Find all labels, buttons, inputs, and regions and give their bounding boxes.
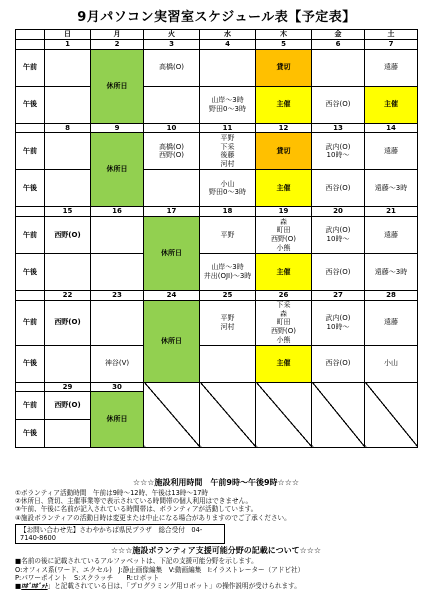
row-label-pm: 午後 bbox=[16, 170, 45, 207]
slot-cell: 遠藤 bbox=[365, 133, 418, 170]
slot-cell bbox=[45, 420, 91, 448]
weekday-tue: 火 bbox=[144, 30, 200, 40]
date-cell bbox=[16, 291, 45, 301]
week2-date-row bbox=[16, 123, 418, 133]
date-cell bbox=[16, 382, 45, 392]
date-cell bbox=[16, 207, 45, 217]
slot-cell: 平野 河村 bbox=[200, 300, 256, 345]
slot-cell: 武内(O) 10時～ bbox=[312, 300, 365, 345]
slot-cell bbox=[144, 86, 200, 123]
date-cell: 26 bbox=[256, 291, 312, 301]
week4-pm-row bbox=[16, 345, 418, 382]
notes-section bbox=[15, 478, 417, 590]
slot-cell: 平野 下采 後藤 河村 bbox=[200, 133, 256, 170]
slot-cell: 西野(O) bbox=[45, 217, 91, 254]
date-cell: 9 bbox=[91, 123, 144, 133]
slot-cell: 下采 森 町田 西野(O) 小熊 bbox=[256, 300, 312, 345]
row-label-pm: 午後 bbox=[16, 345, 45, 382]
date-cell: 28 bbox=[365, 291, 418, 301]
header-corner bbox=[16, 30, 45, 40]
slot-cell: 西野(O) bbox=[45, 300, 91, 345]
date-cell: 7 bbox=[365, 39, 418, 49]
slot-cell: 森 町田 西野(O) 小熊 bbox=[256, 217, 312, 254]
date-cell: 6 bbox=[312, 39, 365, 49]
week4-am-row bbox=[16, 300, 418, 345]
slot-cell bbox=[312, 49, 365, 86]
date-cell: 12 bbox=[256, 123, 312, 133]
date-cell: 19 bbox=[256, 207, 312, 217]
slot-cell: 遠藤 bbox=[365, 49, 418, 86]
week2-pm-row bbox=[16, 170, 418, 207]
slot-cell: 西谷(O) bbox=[312, 86, 365, 123]
usage-heading: ☆☆☆施設利用時間 午前9時～午後9時☆☆☆ bbox=[132, 478, 300, 487]
week4-date-row bbox=[16, 291, 418, 301]
date-cell: 21 bbox=[365, 207, 418, 217]
closed-day-cell: 休所日 bbox=[91, 133, 144, 207]
page-title: 9月パソコン実習室スケジュール表【予定表】 bbox=[77, 10, 356, 25]
hosted-event-cell: 主催 bbox=[256, 345, 312, 382]
date-cell: 1 bbox=[45, 39, 91, 49]
slot-cell bbox=[91, 300, 144, 345]
week3-pm-row bbox=[16, 254, 418, 291]
date-cell: 5 bbox=[256, 39, 312, 49]
hosted-event-cell: 主催 bbox=[256, 170, 312, 207]
date-cell: 11 bbox=[200, 123, 256, 133]
slot-cell: 山岸～3時 井出(OJI)～3時 bbox=[200, 254, 256, 291]
slot-cell: 武内(O) 10時～ bbox=[312, 217, 365, 254]
date-cell: 10 bbox=[144, 123, 200, 133]
slot-cell: 遠藤～3時 bbox=[365, 170, 418, 207]
row-label-pm: 午後 bbox=[16, 420, 45, 448]
slot-cell bbox=[45, 254, 91, 291]
date-cell: 15 bbox=[45, 207, 91, 217]
robot-note-suffix: 」と記載されている日は、「プログラミング用ロボット」の操作説明が受けられます。 bbox=[47, 582, 301, 591]
date-cell: 24 bbox=[144, 291, 200, 301]
week1-date-row bbox=[16, 39, 418, 49]
slot-cell bbox=[45, 345, 91, 382]
date-cell: 8 bbox=[45, 123, 91, 133]
weekday-mon: 月 bbox=[91, 30, 144, 40]
date-cell bbox=[16, 123, 45, 133]
date-cell: 13 bbox=[312, 123, 365, 133]
slot-cell bbox=[45, 170, 91, 207]
date-cell: 18 bbox=[200, 207, 256, 217]
week3-date-row bbox=[16, 207, 418, 217]
contact-box: 【お問い合わせ先】さわやかちば県民プラザ 総合受付 04-7140-8600 bbox=[15, 524, 225, 544]
date-cell: 20 bbox=[312, 207, 365, 217]
slot-cell bbox=[45, 86, 91, 123]
robot-term: ﾛﾎﾞﾛﾎﾞｯﾄ bbox=[21, 582, 48, 591]
usage-note-3: ③午前、午後に名前が記入されている時間帯は、ボランティアが活動しています。 bbox=[15, 505, 258, 514]
row-label-am: 午前 bbox=[16, 133, 45, 170]
usage-note-2: ②休所日、貸切、主催事業等で表示されている時間帯の個人利用はできません。 bbox=[15, 497, 253, 506]
closed-day-cell: 休所日 bbox=[91, 49, 144, 123]
slot-cell: 遠藤 bbox=[365, 300, 418, 345]
slot-cell bbox=[200, 49, 256, 86]
slot-cell bbox=[45, 133, 91, 170]
date-cell: 30 bbox=[91, 382, 144, 392]
slot-cell: 神谷(V) bbox=[91, 345, 144, 382]
usage-note-1: ①ボランティア活動時間 午前は9時～12時、午後は13時～17時 bbox=[15, 489, 208, 497]
reserved-cell: 貸切 bbox=[256, 133, 312, 170]
robot-note bbox=[15, 582, 417, 590]
week2-am-row bbox=[16, 133, 418, 170]
usage-note-4: ④施設ボランティアの活動日時は変更または中止になる場合がありますのでご了承ください。 bbox=[15, 513, 291, 522]
slot-cell: 遠藤 bbox=[365, 217, 418, 254]
hosted-event-cell: 主催 bbox=[256, 254, 312, 291]
closed-day-cell: 休所日 bbox=[144, 217, 200, 291]
slot-cell: 高橋(O) bbox=[144, 49, 200, 86]
date-cell: 17 bbox=[144, 207, 200, 217]
weekday-fri: 金 bbox=[312, 30, 365, 40]
weekday-header-row bbox=[16, 30, 418, 40]
reserved-cell: 貸切 bbox=[256, 49, 312, 86]
row-label-am: 午前 bbox=[16, 217, 45, 254]
slot-cell bbox=[91, 217, 144, 254]
row-label-am: 午前 bbox=[16, 392, 45, 420]
date-cell: 25 bbox=[200, 291, 256, 301]
blank-cell-crossed bbox=[256, 382, 312, 448]
row-label-pm: 午後 bbox=[16, 86, 45, 123]
date-cell: 3 bbox=[144, 39, 200, 49]
date-cell: 22 bbox=[45, 291, 91, 301]
support-note-3: P:パワーポイント S:スクラッチ R:ロボット bbox=[15, 573, 160, 582]
weekday-wed: 水 bbox=[200, 30, 256, 40]
date-cell: 23 bbox=[91, 291, 144, 301]
row-label-pm: 午後 bbox=[16, 254, 45, 291]
closed-day-cell: 休所日 bbox=[91, 392, 144, 448]
support-note-1: ■名前の後に記載されているアルファベットは、下記の支援可能分野を示します。 bbox=[15, 557, 258, 566]
robot-note-prefix: ■ bbox=[15, 582, 22, 591]
slot-cell bbox=[45, 49, 91, 86]
slot-cell: 高橋(O) 西野(O) bbox=[144, 133, 200, 170]
blank-cell-crossed bbox=[200, 382, 256, 448]
support-note-2: O:オフィス系(ワード、エクセル) J:静止画像編集 V:動画編集 I:イラストレーター（アドビ社） bbox=[15, 565, 305, 574]
blank-cell-crossed bbox=[312, 382, 365, 448]
support-heading: ☆☆☆施設ボランティア支援可能分野の記載について☆☆☆ bbox=[110, 546, 322, 556]
row-label-am: 午前 bbox=[16, 49, 45, 86]
slot-cell: 平野 bbox=[200, 217, 256, 254]
hosted-event-cell: 主催 bbox=[256, 86, 312, 123]
week5-date-row bbox=[16, 382, 418, 392]
schedule-table bbox=[15, 29, 418, 448]
slot-cell: 西谷(O) bbox=[312, 254, 365, 291]
weekday-thu: 木 bbox=[256, 30, 312, 40]
date-cell: 29 bbox=[45, 382, 91, 392]
slot-cell bbox=[144, 170, 200, 207]
slot-cell: 小山 bbox=[365, 345, 418, 382]
row-label-am: 午前 bbox=[16, 300, 45, 345]
slot-cell: 西谷(O) bbox=[312, 170, 365, 207]
date-cell: 2 bbox=[91, 39, 144, 49]
blank-cell-crossed bbox=[144, 382, 200, 448]
slot-cell: 山岸～3時 野田0～3時 bbox=[200, 86, 256, 123]
weekday-sun: 日 bbox=[45, 30, 91, 40]
slot-cell: 小山 野田0～3時 bbox=[200, 170, 256, 207]
slot-cell: 西谷(O) bbox=[312, 345, 365, 382]
hosted-event-cell: 主催 bbox=[365, 86, 418, 123]
week3-am-row bbox=[16, 217, 418, 254]
closed-day-cell: 休所日 bbox=[144, 300, 200, 382]
date-cell: 16 bbox=[91, 207, 144, 217]
slot-cell: 西野(O) bbox=[45, 392, 91, 420]
date-cell: 27 bbox=[312, 291, 365, 301]
slot-cell bbox=[200, 345, 256, 382]
week1-am-row bbox=[16, 49, 418, 86]
date-cell: 14 bbox=[365, 123, 418, 133]
weekday-sat: 土 bbox=[365, 30, 418, 40]
blank-cell-crossed bbox=[365, 382, 418, 448]
date-cell: 4 bbox=[200, 39, 256, 49]
date-cell bbox=[16, 39, 45, 49]
slot-cell: 遠藤～3時 bbox=[365, 254, 418, 291]
slot-cell: 武内(O) 10時～ bbox=[312, 133, 365, 170]
slot-cell bbox=[91, 254, 144, 291]
week1-pm-row bbox=[16, 86, 418, 123]
